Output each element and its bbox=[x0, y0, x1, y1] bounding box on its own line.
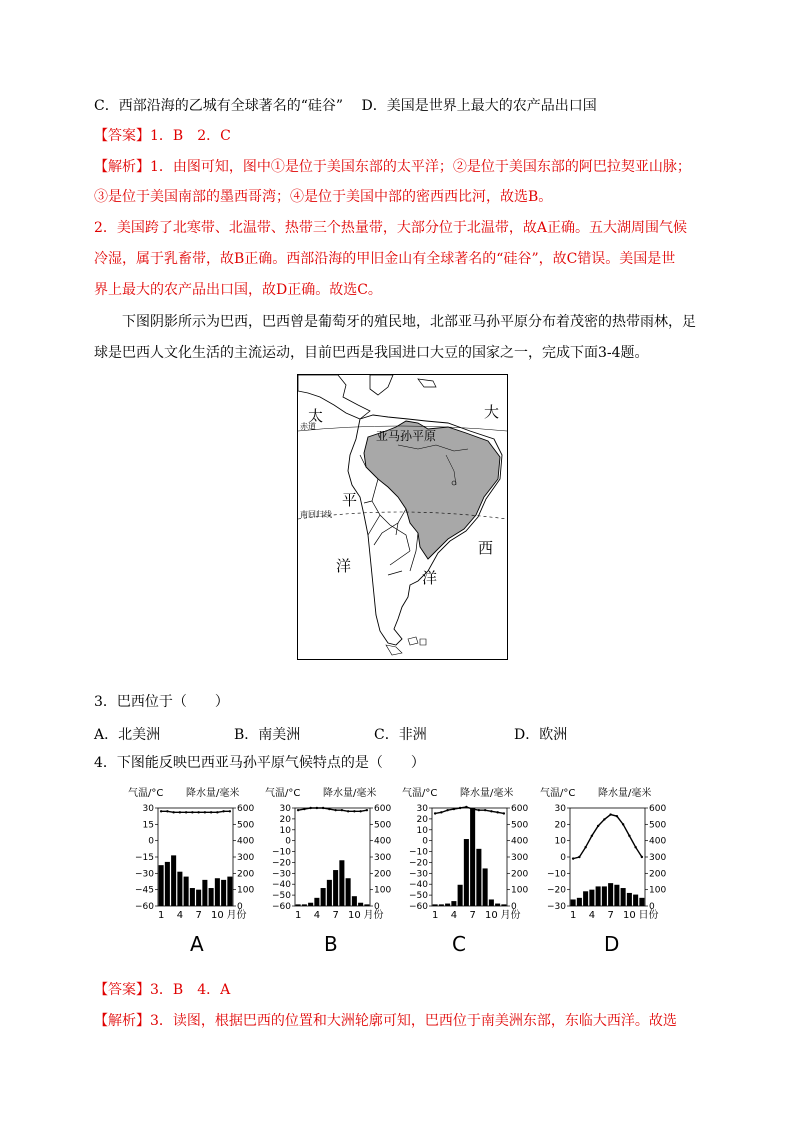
right-tick-label: 200 bbox=[511, 869, 529, 880]
left-tick-label: −60 bbox=[409, 902, 428, 912]
precip-bar bbox=[358, 903, 363, 906]
right-tick-label: 300 bbox=[237, 853, 255, 863]
left-tick-label: 10 bbox=[279, 825, 291, 836]
left-tick-label: −20 bbox=[547, 885, 566, 896]
precip-bar bbox=[589, 890, 594, 906]
right-tick-label: 400 bbox=[649, 836, 667, 847]
precip-bar bbox=[476, 849, 481, 906]
chart-d-svg bbox=[540, 786, 675, 956]
x-tick-label: 10 bbox=[348, 910, 361, 921]
precip-bar bbox=[159, 865, 164, 906]
x-unit-label: 月份 bbox=[500, 910, 521, 921]
analysis-text: 3．读图，根据巴西的位置和大洲轮廓可知，巴西位于南美洲东部，东临大西洋。故选 bbox=[150, 1013, 677, 1029]
precip-axis-label: 降水量/毫米 bbox=[598, 788, 652, 799]
left-tick-label: −30 bbox=[272, 869, 291, 880]
temperature-point bbox=[347, 810, 349, 812]
q-prev-answer bbox=[94, 126, 231, 146]
left-tick-label: 0 bbox=[422, 836, 428, 847]
temperature-point bbox=[478, 809, 480, 811]
temperature-point bbox=[197, 811, 199, 813]
precip-bar bbox=[171, 855, 176, 906]
temperature-point bbox=[229, 810, 231, 812]
chart-a-svg bbox=[128, 786, 263, 956]
precip-bar bbox=[445, 904, 450, 906]
x-unit-label: 日份 bbox=[638, 910, 659, 921]
left-tick-label: 15 bbox=[142, 820, 154, 831]
analysis-text: 1．由图可知，图中①是位于美国东部的太平洋；②是位于美国东部的阿巴拉契亚山脉； bbox=[150, 159, 691, 175]
left-tick-label: 20 bbox=[554, 820, 566, 831]
answer-text: 3．B 4．A bbox=[150, 982, 231, 998]
chart-letter-b: B bbox=[324, 932, 338, 956]
temperature-point bbox=[185, 811, 187, 813]
precip-bar bbox=[352, 896, 357, 906]
precip-bar bbox=[433, 904, 438, 906]
precip-bar bbox=[364, 904, 369, 906]
x-tick-label: 7 bbox=[607, 910, 614, 921]
plot-frame bbox=[570, 808, 645, 906]
left-tick-label: −20 bbox=[409, 858, 428, 869]
precip-bar bbox=[583, 891, 588, 906]
left-tick-label: −20 bbox=[272, 858, 291, 869]
intro-line-1: 下图阴影所示为巴西，巴西曾是葡萄牙的殖民地，北部亚马孙平原分布着茂密的热带雨林，足 bbox=[122, 314, 696, 330]
precip-bar bbox=[451, 901, 456, 906]
temperature-point bbox=[297, 809, 299, 811]
left-tick-label: −10 bbox=[547, 869, 566, 880]
temperature-point bbox=[341, 809, 343, 811]
temperature-point bbox=[591, 835, 593, 837]
temperature-point bbox=[191, 811, 193, 813]
temperature-point bbox=[471, 808, 473, 810]
climate-chart-a bbox=[128, 786, 263, 956]
precip-bar bbox=[602, 886, 607, 906]
precip-axis-label: 降水量/毫米 bbox=[186, 788, 240, 799]
x-unit-label: 月份 bbox=[363, 910, 384, 921]
x-tick-label: 4 bbox=[176, 910, 184, 921]
temperature-point bbox=[496, 811, 498, 813]
right-tick-label: 300 bbox=[511, 853, 529, 863]
left-tick-label: −15 bbox=[135, 853, 154, 863]
right-tick-label: 100 bbox=[649, 885, 667, 896]
left-tick-label: 0 bbox=[285, 836, 291, 847]
precip-bar bbox=[495, 904, 500, 906]
ans34-answer bbox=[94, 980, 230, 1000]
answer-tag: 【答案】 bbox=[94, 128, 150, 144]
right-tick-label: 500 bbox=[649, 820, 667, 831]
precip-bar bbox=[571, 899, 576, 906]
precip-bar bbox=[458, 885, 463, 906]
precip-bar bbox=[439, 904, 444, 906]
left-tick-label: −30 bbox=[409, 869, 428, 880]
map-label-xi: 西 bbox=[478, 539, 494, 557]
precip-bar bbox=[209, 888, 214, 906]
right-tick-label: 100 bbox=[511, 885, 529, 896]
temperature-point bbox=[172, 811, 174, 813]
temperature-point bbox=[359, 810, 361, 812]
temperature-point bbox=[216, 811, 218, 813]
precip-bar bbox=[296, 904, 301, 906]
temperature-point bbox=[434, 812, 436, 814]
map-label-ping: 平 bbox=[342, 491, 358, 509]
analysis-tag: 【解析】 bbox=[94, 1013, 150, 1029]
temperature-point bbox=[484, 809, 486, 811]
right-tick-label: 200 bbox=[649, 869, 667, 880]
precip-bar bbox=[621, 888, 626, 906]
left-tick-label: −10 bbox=[409, 847, 428, 858]
x-tick-label: 10 bbox=[485, 910, 498, 921]
temperature-point bbox=[641, 856, 643, 858]
temperature-point bbox=[459, 807, 461, 809]
precip-bar bbox=[627, 893, 632, 906]
right-tick-label: 600 bbox=[649, 804, 667, 814]
q3-option-c: C．非洲 bbox=[374, 727, 427, 743]
temperature-point bbox=[366, 809, 368, 811]
right-tick-label: 300 bbox=[649, 853, 667, 863]
q3-option-b: B．南美洲 bbox=[234, 727, 301, 743]
right-tick-label: 500 bbox=[374, 820, 392, 831]
temperature-point bbox=[204, 811, 206, 813]
left-tick-label: −30 bbox=[135, 869, 154, 880]
temperature-point bbox=[166, 810, 168, 812]
precip-axis-label: 降水量/毫米 bbox=[460, 788, 514, 799]
precip-bar bbox=[190, 888, 195, 906]
right-tick-label: 100 bbox=[237, 885, 255, 896]
right-tick-label: 200 bbox=[374, 869, 392, 880]
chart-letter-d: D bbox=[604, 932, 620, 956]
temperature-point bbox=[465, 806, 467, 808]
temperature-point bbox=[446, 809, 448, 811]
precip-bar bbox=[215, 878, 220, 906]
left-tick-label: −30 bbox=[547, 902, 566, 912]
temperature-point bbox=[210, 811, 212, 813]
climate-chart-d bbox=[540, 786, 675, 956]
x-tick-label: 10 bbox=[623, 910, 636, 921]
right-tick-label: 0 bbox=[511, 902, 517, 912]
x-tick-label: 7 bbox=[332, 910, 339, 921]
x-tick-label: 10 bbox=[211, 910, 224, 921]
right-tick-label: 400 bbox=[237, 836, 255, 847]
chart-c-svg bbox=[402, 786, 537, 956]
temperature-point bbox=[609, 813, 611, 815]
precip-bar bbox=[302, 904, 307, 906]
temperature-point bbox=[622, 823, 624, 825]
q-prev-analysis-1b: ③是位于美国南部的墨西哥湾；④是位于美国中部的密西西比河，故选B。 bbox=[94, 189, 553, 205]
right-tick-label: 100 bbox=[374, 885, 392, 896]
temperature-point bbox=[303, 808, 305, 810]
left-tick-label: −40 bbox=[272, 880, 291, 891]
answer-text: 1．B 2．C bbox=[150, 128, 231, 144]
temperature-point bbox=[453, 808, 455, 810]
right-tick-label: 600 bbox=[511, 804, 529, 814]
chart-letter-c: C bbox=[452, 932, 466, 956]
precip-bar bbox=[346, 878, 351, 906]
precip-bar bbox=[608, 883, 613, 906]
right-tick-label: 400 bbox=[511, 836, 529, 847]
climate-chart-b bbox=[265, 786, 400, 956]
precip-bar bbox=[596, 886, 601, 906]
precip-bar bbox=[321, 888, 326, 906]
q-prev-analysis-2c: 界上最大的农产品出口国，故D正确。故选C。 bbox=[94, 282, 382, 298]
q3-stem: 3．巴西位于（ ） bbox=[94, 694, 229, 710]
x-tick-label: 1 bbox=[569, 910, 577, 921]
temp-axis-label: 气温/°C bbox=[402, 788, 438, 799]
x-tick-label: 1 bbox=[431, 910, 439, 921]
analysis-tag: 【解析】 bbox=[94, 159, 150, 175]
precip-bar bbox=[327, 880, 332, 906]
map-label-da: 大 bbox=[484, 403, 500, 421]
left-tick-label: 30 bbox=[554, 804, 566, 814]
temperature-point bbox=[572, 857, 574, 859]
precip-bar bbox=[483, 868, 488, 906]
south-america-map bbox=[297, 374, 508, 660]
q-prev-analysis-2b: 冷湿，属于乳畜带，故B正确。西部沿海的甲旧金山有全球著名的“硅谷”，故C错误。美国是世 bbox=[94, 251, 676, 267]
temperature-point bbox=[628, 835, 630, 837]
precip-bar bbox=[196, 890, 201, 906]
precip-bar bbox=[184, 877, 189, 906]
left-tick-label: −40 bbox=[409, 880, 428, 891]
left-tick-label: 0 bbox=[560, 853, 566, 863]
right-tick-label: 300 bbox=[374, 853, 392, 863]
plot-frame bbox=[432, 808, 507, 906]
left-tick-label: −50 bbox=[272, 891, 291, 902]
temperature-line bbox=[298, 808, 367, 811]
temperature-point bbox=[334, 809, 336, 811]
precip-bar bbox=[577, 898, 582, 906]
left-tick-label: −50 bbox=[409, 891, 428, 902]
temperature-point bbox=[440, 811, 442, 813]
precip-bar bbox=[333, 870, 338, 906]
precip-bar bbox=[501, 904, 506, 906]
temp-axis-label: 气温/°C bbox=[265, 788, 301, 799]
left-tick-label: 20 bbox=[416, 814, 428, 825]
q3-option-d: D．欧洲 bbox=[514, 727, 568, 743]
q-prev-analysis-1a bbox=[94, 157, 691, 177]
left-tick-label: −60 bbox=[272, 902, 291, 912]
left-tick-label: 30 bbox=[279, 804, 291, 814]
precip-axis-label: 降水量/毫米 bbox=[323, 788, 377, 799]
right-tick-label: 500 bbox=[237, 820, 255, 831]
answer-tag: 【答案】 bbox=[94, 982, 150, 998]
ans34-analysis bbox=[94, 1011, 677, 1031]
left-tick-label: 10 bbox=[416, 825, 428, 836]
temperature-point bbox=[634, 846, 636, 848]
temperature-point bbox=[316, 807, 318, 809]
precip-bar bbox=[470, 808, 475, 906]
precip-bar bbox=[202, 880, 207, 906]
precip-bar bbox=[639, 898, 644, 906]
left-tick-label: 30 bbox=[416, 804, 428, 814]
x-tick-label: 1 bbox=[157, 910, 165, 921]
left-tick-label: 30 bbox=[142, 804, 154, 814]
climate-chart-c bbox=[402, 786, 537, 956]
temperature-line bbox=[573, 815, 642, 859]
x-tick-label: 7 bbox=[469, 910, 476, 921]
right-tick-label: 600 bbox=[237, 804, 255, 814]
temp-axis-label: 气温/°C bbox=[128, 788, 164, 799]
temperature-point bbox=[584, 846, 586, 848]
right-tick-label: 0 bbox=[237, 902, 243, 912]
temperature-point bbox=[578, 856, 580, 858]
precip-bar bbox=[221, 880, 226, 906]
q-prev-analysis-2a: 2．美国跨了北寒带、北温带、热带三个热量带，大部分位于北温带，故A正确。五大湖周围气候 bbox=[94, 220, 688, 236]
right-tick-label: 200 bbox=[237, 869, 255, 880]
q-prev-options: C．西部沿海的乙城有全球著名的“硅谷” D．美国是世界上最大的农产品出口国 bbox=[94, 98, 597, 114]
right-tick-label: 500 bbox=[511, 820, 529, 831]
intro-line-2: 球是巴西人文化生活的主流运动，目前巴西是我国进口大豆的国家之一，完成下面3-4题。 bbox=[94, 345, 649, 361]
map-label-equator: 赤道 bbox=[300, 422, 316, 431]
temperature-point bbox=[322, 807, 324, 809]
precip-bar bbox=[165, 862, 170, 906]
precip-bar bbox=[489, 899, 494, 906]
precip-bar bbox=[464, 839, 469, 906]
temperature-point bbox=[309, 807, 311, 809]
left-tick-label: −10 bbox=[272, 847, 291, 858]
temperature-point bbox=[179, 811, 181, 813]
left-tick-label: 0 bbox=[148, 836, 154, 847]
precip-bar bbox=[177, 872, 182, 906]
x-tick-label: 1 bbox=[294, 910, 302, 921]
temp-axis-label: 气温/°C bbox=[540, 788, 576, 799]
temperature-point bbox=[160, 810, 162, 812]
temperature-point bbox=[328, 808, 330, 810]
map-label-yang-left: 洋 bbox=[336, 557, 352, 575]
map-label-capricorn: 南回归线 bbox=[300, 510, 332, 519]
x-tick-label: 4 bbox=[450, 910, 458, 921]
precip-bar bbox=[633, 895, 638, 906]
left-tick-label: −60 bbox=[135, 902, 154, 912]
precip-bar bbox=[314, 898, 319, 906]
precip-bar bbox=[339, 860, 344, 906]
right-tick-label: 400 bbox=[374, 836, 392, 847]
right-tick-label: 0 bbox=[374, 902, 380, 912]
temperature-point bbox=[503, 812, 505, 814]
temperature-line bbox=[161, 811, 230, 812]
temperature-point bbox=[603, 818, 605, 820]
precip-bar bbox=[227, 877, 232, 906]
precip-bar bbox=[614, 885, 619, 906]
map-label-tai: 太 bbox=[308, 407, 324, 425]
temperature-point bbox=[222, 810, 224, 812]
x-unit-label: 月份 bbox=[226, 910, 247, 921]
left-tick-label: 10 bbox=[554, 836, 566, 847]
q4-stem: 4．下图能反映巴西亚马孙平原气候特点的是（ ） bbox=[94, 755, 425, 771]
x-tick-label: 4 bbox=[313, 910, 321, 921]
temperature-point bbox=[597, 825, 599, 827]
map-label-yang-right: 洋 bbox=[422, 569, 438, 587]
right-tick-label: 600 bbox=[374, 804, 392, 814]
x-tick-label: 7 bbox=[195, 910, 202, 921]
chart-b-svg bbox=[265, 786, 400, 956]
left-tick-label: −45 bbox=[135, 885, 154, 896]
q3-option-a: A．北美洲 bbox=[94, 727, 161, 743]
plot-frame bbox=[295, 808, 370, 906]
chart-letter-a: A bbox=[190, 932, 204, 956]
right-tick-label: 0 bbox=[649, 902, 655, 912]
left-tick-label: 20 bbox=[279, 814, 291, 825]
temperature-point bbox=[353, 810, 355, 812]
precip-bar bbox=[308, 903, 313, 906]
x-tick-label: 4 bbox=[588, 910, 596, 921]
temperature-point bbox=[616, 815, 618, 817]
map-label-amazon: 亚马孙平原 bbox=[376, 429, 437, 443]
temperature-point bbox=[490, 810, 492, 812]
